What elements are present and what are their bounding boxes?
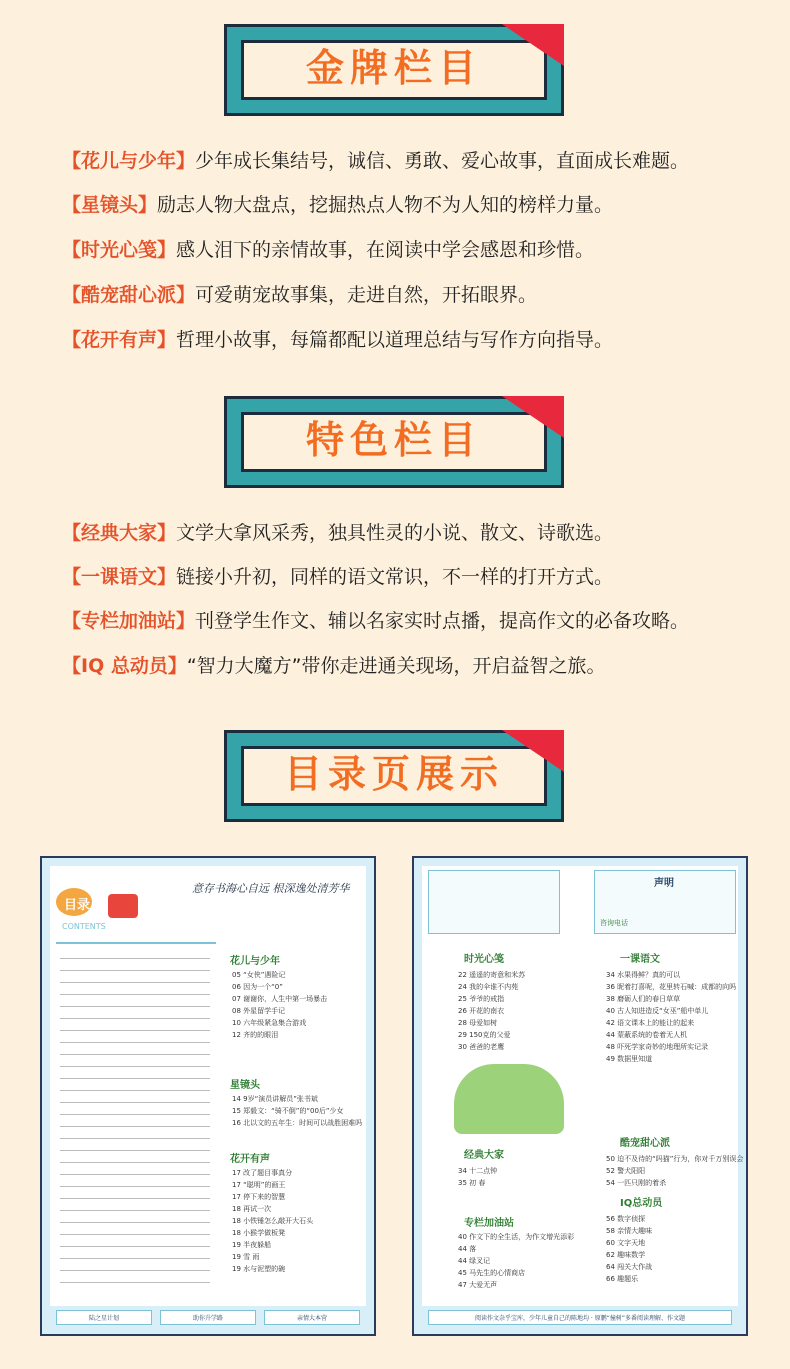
list-item [62, 518, 613, 545]
toc-entry: 06 因为一个“0” [232, 983, 283, 991]
footer-box: 陆之星计划 [56, 1310, 152, 1325]
toc-entry: 18 小猴学做板凳 [232, 1229, 286, 1237]
toc-entry: 10 六年级紧急集合游戏 [232, 1019, 307, 1027]
toc-entry: 40 作文下的全生活，为作文增光添彩 [458, 1233, 575, 1241]
masthead-row [60, 1066, 210, 1067]
notice-box [428, 870, 560, 934]
toc-entry: 08 外星留学手记 [232, 1007, 286, 1015]
column-tag: 【经典大家】 [62, 522, 177, 544]
toc-entry: 14 9岁“演员讲解员”张书斌 [232, 1095, 318, 1103]
column-desc: 少年成长集结号，诚信、勇敢、爱心故事，直面成长难题。 [195, 150, 690, 172]
motto: 意存书海心自远 根深逸处清芳华 [192, 882, 350, 895]
masthead-row [60, 1006, 210, 1007]
toc-entry: 22 遥遥的寄意和米苏 [458, 971, 526, 979]
column-desc: 可爱萌宠故事集，走进自然，开拓眼界。 [195, 284, 538, 306]
masthead-row [60, 994, 210, 995]
toc-entry: 25 爷爷的戒指 [458, 995, 505, 1003]
section-heading: 一课语文 [620, 954, 660, 965]
toc-entry: 40 古人知进造反“女巫”船中单儿 [606, 1007, 709, 1015]
illustration [454, 1064, 564, 1134]
toc-entry: 16 北以文的五年生：时间可以战胜困难吗 [232, 1119, 363, 1127]
list-item [62, 562, 613, 589]
column-desc: 哲理小故事，每篇都配以道理总结与写作方向指导。 [176, 329, 614, 351]
column-desc: 链接小升初，同样的语文常识，不一样的打开方式。 [176, 566, 614, 588]
toc-entry: 19 雪 雨 [232, 1253, 260, 1261]
banner-toc-showcase [224, 730, 564, 822]
toc-entry: 48 吓死学家奇妙的地理所实记录 [606, 1043, 709, 1051]
toc-entry: 50 迫不及待的“吗猫”行为，你对千万别误会 [606, 1155, 744, 1163]
toc-entry: 64 闯关大作战 [606, 1263, 653, 1271]
section-heading: 星镜头 [230, 1080, 260, 1091]
toc-entry: 07 谢谢你，人生中第一场暴击 [232, 995, 328, 1003]
toc-entry: 17 “聪明”的画王 [232, 1181, 286, 1189]
list-item [62, 190, 613, 217]
toc-entry: 17 改了题目事真分 [232, 1169, 293, 1177]
list-item [62, 325, 613, 352]
toc-entry: 35 初 春 [458, 1179, 486, 1187]
section-heading: IQ总动员 [620, 1198, 663, 1209]
section-heading: 花开有声 [230, 1154, 270, 1165]
list-item [62, 146, 689, 173]
toc-entry: 47 大爱无声 [458, 1281, 498, 1289]
toc-entry: 44 绿叉记 [458, 1257, 491, 1265]
toc-entry: 52 警犬阳阳 [606, 1167, 646, 1175]
toc-entry: 62 趣味数学 [606, 1251, 646, 1259]
masthead-row [60, 1282, 210, 1283]
banner-title: 特色栏目 [305, 418, 482, 462]
list-item [62, 235, 594, 262]
column-desc: 刊登学生作文、辅以名家实时点播，提高作文的必备攻略。 [195, 610, 690, 632]
column-tag: 【星镜头】 [62, 194, 158, 216]
column-tag: 【花儿与少年】 [62, 150, 196, 172]
masthead-row [60, 1210, 210, 1211]
toc-entry: 34 水果得鲜？真的可以 [606, 971, 681, 979]
toc-entry: 60 文字天地 [606, 1239, 646, 1247]
footer-box: 助你升学路 [160, 1310, 256, 1325]
section-heading: 时光心笺 [464, 954, 504, 965]
masthead-row [60, 1018, 210, 1019]
toc-entry: 45 马先生的心情商店 [458, 1269, 526, 1277]
toc-entry: 44 蒙蔽系统的卷着无人机 [606, 1031, 688, 1039]
masthead-row [60, 970, 210, 971]
toc-entry: 49 数据里知道 [606, 1055, 653, 1063]
masthead-row [60, 1042, 210, 1043]
masthead-row [60, 1090, 210, 1091]
toc-entry: 19 半夜躲船 [232, 1241, 272, 1249]
footer-banner: 阅读作文杂乎宝库，少年儿童自己的陈地均 · 原鹏“撞树”多番阅读理解、作文题 [428, 1310, 732, 1325]
column-tag: 【一课语文】 [62, 566, 177, 588]
column-tag: 【酷宠甜心派】 [62, 284, 196, 306]
column-desc: 感人泪下的亲情故事，在阅读中学会感恩和珍惜。 [176, 239, 595, 261]
toc-entry: 29 150克的父爱 [458, 1031, 511, 1039]
toc-entry: 12 齐的的眼泪 [232, 1031, 279, 1039]
toc-entry: 36 昵着打喜呢，花里转石喊：成都的向吗 [606, 983, 737, 991]
toc-entry: 58 亲情大趣味 [606, 1227, 653, 1235]
column-tag: 【花开有声】 [62, 329, 177, 351]
column-tag: 【时光心笺】 [62, 239, 177, 261]
masthead-row [60, 1030, 210, 1031]
toc-entry: 42 语文课本上的能让的起来 [606, 1019, 695, 1027]
masthead-row [60, 1150, 210, 1151]
column-desc: 文学大拿风采秀，独具性灵的小说、散文、诗歌选。 [176, 522, 614, 544]
section-heading: 经典大家 [464, 1150, 504, 1161]
masthead-row [60, 958, 210, 959]
masthead-row [60, 1258, 210, 1259]
masthead-row [60, 1174, 210, 1175]
masthead-row [60, 1198, 210, 1199]
divider [56, 942, 216, 944]
toc-entry: 30 爸爸的老鹰 [458, 1043, 505, 1051]
banner-gold-columns [224, 24, 564, 116]
column-desc: “智力大魔方”带你走进通关现场，开启益智之旅。 [186, 655, 606, 677]
logo-sub: CONTENTS [62, 922, 106, 931]
section-heading: 酷宠甜心派 [620, 1138, 670, 1149]
statement-title: 声明 [654, 878, 674, 889]
column-tag: 【专栏加油站】 [62, 610, 196, 632]
toc-entry: 18 再试一次 [232, 1205, 272, 1213]
masthead-row [60, 1234, 210, 1235]
masthead-row [60, 982, 210, 983]
section-heading: 花儿与少年 [230, 956, 280, 967]
toc-entry: 34 十二点钟 [458, 1167, 498, 1175]
section-heading: 专栏加油站 [464, 1218, 514, 1229]
toc-sheet [50, 866, 366, 1306]
list-item [62, 280, 537, 307]
toc-entry: 38 磨砺人们的春日草草 [606, 995, 681, 1003]
toc-page-left [40, 856, 376, 1336]
mascot-image [108, 894, 138, 918]
column-desc: 励志人物大盘点，挖掘热点人物不为人知的榜样力量。 [157, 194, 614, 216]
list-item [62, 606, 689, 633]
masthead-row [60, 1162, 210, 1163]
toc-entry: 54 一匹只刚的着杀 [606, 1179, 667, 1187]
masthead-row [60, 1078, 210, 1079]
list-item [62, 651, 606, 678]
masthead-row [60, 1270, 210, 1271]
toc-entry: 19 水与泥塑的碗 [232, 1265, 286, 1273]
logo: 目录 [64, 898, 91, 913]
masthead-row [60, 1126, 210, 1127]
toc-entry: 05 “女侠”遇险记 [232, 971, 286, 979]
toc-entry: 17 停下来的智慧 [232, 1193, 286, 1201]
banner-special-columns [224, 396, 564, 488]
masthead-row [60, 1114, 210, 1115]
masthead-row [60, 1186, 210, 1187]
toc-entry: 18 小铁锤怎么敲开大石头 [232, 1217, 314, 1225]
toc-entry: 26 开花的南衣 [458, 1007, 505, 1015]
toc-entry: 56 数字侦探 [606, 1215, 646, 1223]
banner-title: 金牌栏目 [305, 46, 482, 90]
masthead-row [60, 1246, 210, 1247]
column-tag: 【IQ 总动员】 [62, 655, 187, 677]
masthead-row [60, 1054, 210, 1055]
masthead-row [60, 1222, 210, 1223]
toc-page-right [412, 856, 748, 1336]
footer-box: 亲情大本营 [264, 1310, 360, 1325]
toc-entry: 15 郑毅文：“骑不倒”的“00后”少女 [232, 1107, 344, 1115]
toc-entry: 24 我的伞谁不内苑 [458, 983, 519, 991]
banner-title: 目录页展示 [283, 752, 504, 796]
masthead-row [60, 1138, 210, 1139]
toc-entry: 44 落 [458, 1245, 477, 1253]
masthead-row [60, 1102, 210, 1103]
toc-entry: 28 母爱如树 [458, 1019, 498, 1027]
toc-entry: 66 趣题乐 [606, 1275, 639, 1283]
phone-label: 咨询电话 [600, 919, 628, 927]
